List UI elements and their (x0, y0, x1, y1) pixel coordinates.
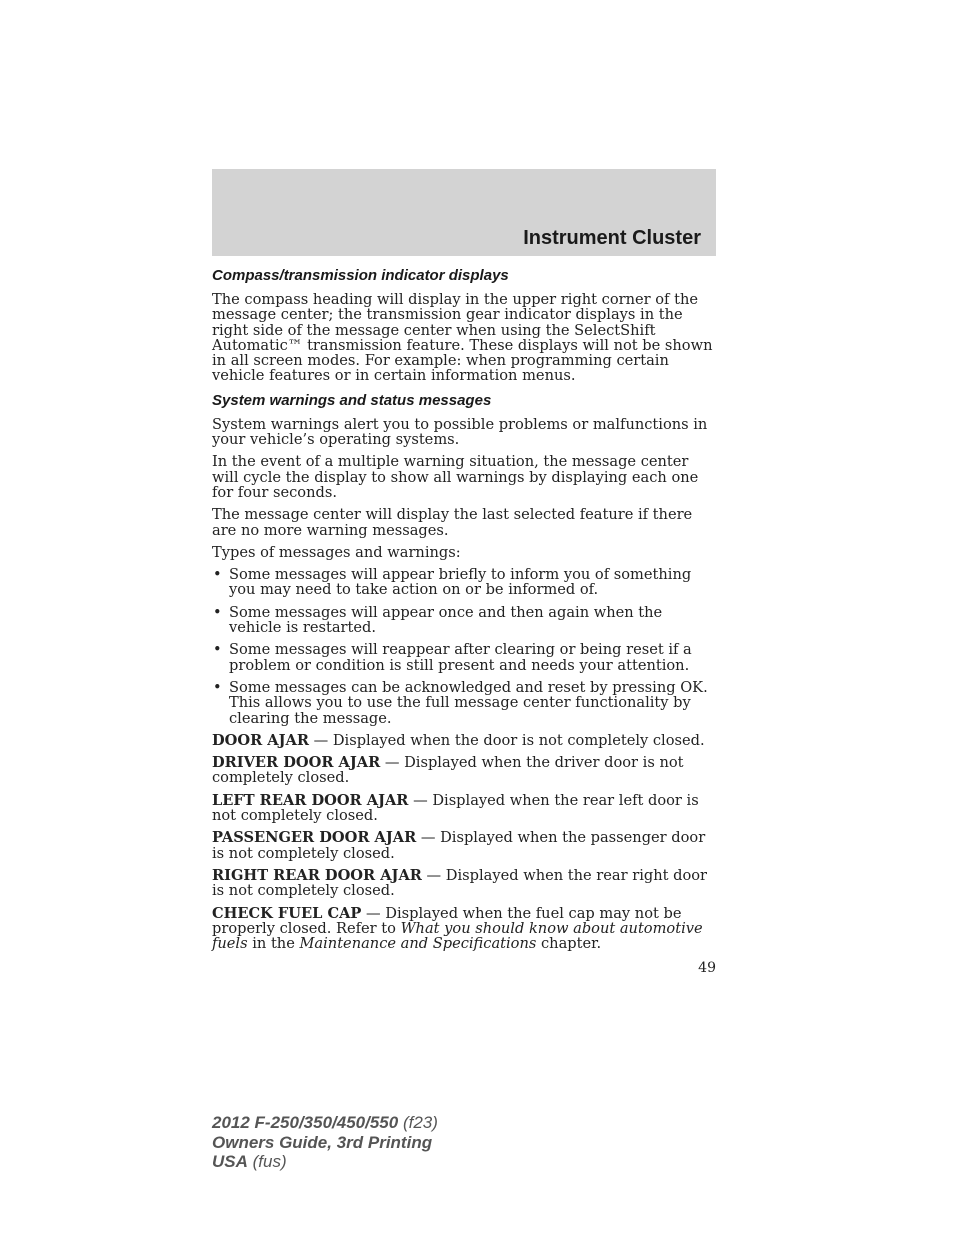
message-term: DOOR AJAR (212, 731, 309, 749)
footer-model-code: (f23) (398, 1113, 438, 1132)
bullet-glyph: • (213, 641, 222, 659)
chapter-title: Instrument Cluster (523, 227, 701, 249)
message-right-rear-door-ajar (212, 868, 716, 899)
message-check-fuel-cap (212, 906, 716, 952)
warnings-paragraph-3: The message center will display the last selected feature if there are no more warning messages. (212, 506, 693, 539)
list-item-text: Some messages will appear briefly to inform you of something you may need to take action on or be informed of. (229, 566, 692, 599)
footer-model: 2012 F-250/350/450/550 (212, 1113, 399, 1132)
message-term: DRIVER DOOR AJAR (212, 754, 381, 772)
message-types-list (212, 567, 716, 726)
warnings-paragraph-1: System warnings alert you to possible problems or malfunctions in your vehicle’s operating systems. (212, 415, 708, 449)
message-driver-door-ajar (212, 755, 716, 786)
message-left-rear-door-ajar (212, 793, 716, 824)
list-item-text: Some messages will reappear after clearing or being reset if a problem or condition is still present and needs your attention. (229, 641, 692, 674)
footer-market: USA (212, 1152, 248, 1171)
list-item (212, 567, 716, 598)
list-item (212, 680, 716, 726)
message-term: CHECK FUEL CAP (212, 904, 362, 922)
footer-line-guide: Owners Guide, 3rd Printing (212, 1132, 433, 1152)
warnings-paragraph-2: In the event of a multiple warning situation, the message center will cycle the display to show all warnings by displaying each one for four seconds. (212, 453, 699, 501)
page-number: 49 (698, 960, 716, 976)
bullet-glyph: • (213, 566, 222, 584)
list-item-text: Some messages can be acknowledged and reset by pressing OK. This allows you to use the full message center functionality by clearing the message. (229, 678, 708, 727)
cross-reference: What you should know about automotive fuels (212, 919, 703, 953)
section-heading-warnings: System warnings and status messages (212, 391, 492, 409)
footer-market-code: (fus) (247, 1152, 287, 1171)
footer-line-market (212, 1152, 438, 1172)
compass-paragraph: The compass heading will display in the upper right corner of the message center; the transmission gear indicator displays in the right side of the message center when using the SelectShift Automatic™ transmission feature. These displays will not be shown in all screen modes. For example: when programming certain vehicle features or in certain information menus. (212, 291, 713, 385)
chapter-header-band (212, 169, 716, 256)
message-passenger-door-ajar (212, 830, 716, 861)
message-term: RIGHT REAR DOOR AJAR (212, 866, 422, 884)
message-desc: — Displayed when the door is not completely closed. (308, 731, 705, 749)
message-desc: — Displayed when the rear right door is not completely closed. (212, 866, 708, 900)
message-desc: — Displayed when the rear left door is not completely closed. (212, 791, 699, 825)
footer-line-model (212, 1113, 438, 1133)
message-desc: — Displayed when the driver door is not completely closed. (212, 754, 684, 787)
section-heading-compass: Compass/transmission indicator displays (212, 267, 509, 284)
message-term: PASSENGER DOOR AJAR (212, 829, 417, 847)
message-desc-mid: in the (247, 935, 300, 953)
chapter-reference: Maintenance and Specifications (299, 935, 537, 953)
message-desc-end: chapter. (536, 935, 602, 953)
warnings-paragraph-4: Types of messages and warnings: (212, 543, 461, 561)
message-desc: — Displayed when the fuel cap may not be properly closed. Refer to (212, 904, 682, 937)
list-item (212, 642, 716, 673)
list-item-text: Some messages will appear once and then again when the vehicle is restarted. (229, 603, 663, 637)
message-door-ajar (212, 733, 716, 748)
page-content (212, 266, 716, 958)
document-footer (212, 1113, 438, 1172)
bullet-glyph: • (213, 603, 222, 621)
message-desc: — Displayed when the passenger door is not completely closed. (212, 829, 706, 862)
list-item (212, 605, 716, 636)
message-term: LEFT REAR DOOR AJAR (212, 791, 409, 809)
bullet-glyph: • (213, 678, 222, 696)
